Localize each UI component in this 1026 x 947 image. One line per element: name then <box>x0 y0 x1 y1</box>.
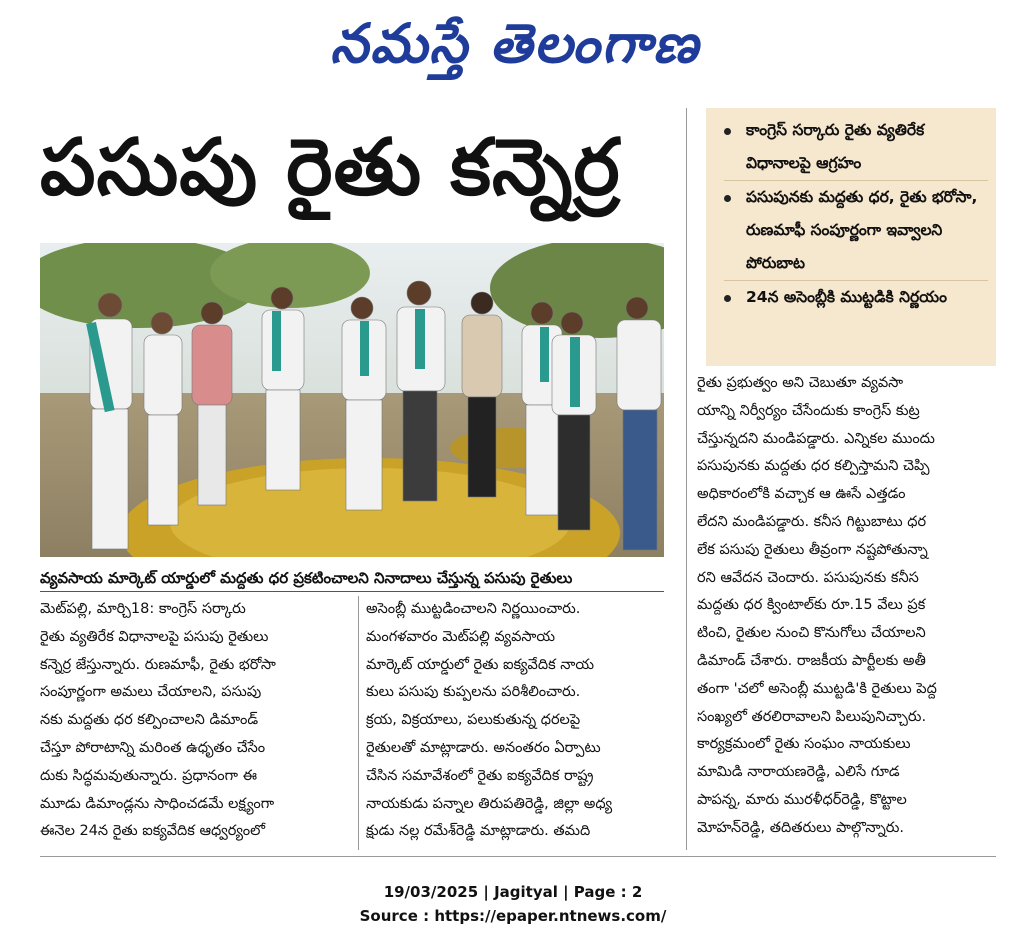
highlight-item <box>724 114 988 181</box>
text-line: క్రయ, విక్రయాలు, పలుకుతున్న ధరలపై <box>366 712 581 729</box>
footer <box>0 880 1026 928</box>
text-line: పసుపునకు మద్దతు ధర కల్పిస్తామని చెప్పి <box>697 458 930 475</box>
article-column-3 <box>697 370 995 843</box>
article-column-1 <box>40 596 352 846</box>
text-line: యాన్ని నిర్వీర్యం చేసేందుకు కాంగ్రెస్ కుట్ర <box>697 402 920 419</box>
news-photo <box>40 243 664 557</box>
text-line: చేసిన సమావేశంలో రైతు ఐక్యవేదిక రాష్ట్ర <box>366 767 594 784</box>
highlight-item <box>724 181 988 281</box>
footer-date-line: 19/03/2025 | Jagityal | Page : 2 <box>383 883 643 901</box>
text-line: పాపన్న, మారు మురళీధర్‌రెడ్డి, కొట్టాల <box>697 791 907 808</box>
text-line: మార్కెట్ యార్డులో రైతు ఐక్యవేదిక నాయ <box>366 656 594 673</box>
text-line: మామిడి నారాయణరెడ్డి, ఎలిసే గూడ <box>697 764 900 781</box>
highlight-text: 24న అసెంబ్లీకి ముట్టడికి నిర్ణయం <box>746 288 947 306</box>
text-line: రైతు వ్యతిరేక విధానాలపై పసుపు రైతులు <box>40 628 269 645</box>
text-line: మద్దతు ధర క్వింటాల్‌కు రూ.15 వేలు ప్రక <box>697 597 926 614</box>
highlights-box <box>706 108 996 366</box>
text-line: మోహన్‌రెడ్డి, తదితరులు పాల్గొన్నారు. <box>697 819 904 836</box>
bottom-rule <box>40 856 996 857</box>
text-line: దుకు సిద్ధమవుతున్నారు. ప్రధానంగా ఈ <box>40 767 258 784</box>
text-line: ఈనెల 24న రైతు ఐక్యవేదిక ఆధ్వర్యంలో <box>40 823 265 840</box>
text-line: మూడు డిమాండ్లను సాధించడమే లక్ష్యంగా <box>40 795 275 812</box>
column-divider <box>358 596 359 850</box>
bullet-icon <box>724 295 731 302</box>
text-line: రని ఆవేదన చెందారు. పసుపునకు కనీస <box>697 569 919 586</box>
text-line: అసెంబ్లీ ముట్టడించాలని నిర్ణయించారు. <box>366 601 581 617</box>
text-line: టించి, రైతుల నుంచి కొనుగోలు చేయాలని <box>697 625 926 642</box>
masthead-logo: నమస్తే తెలంగాణ <box>330 11 700 75</box>
text-line: చేస్తున్నదని మండిపడ్డారు. ఎన్నికల ముందు <box>697 430 935 447</box>
text-line: కార్యక్రమంలో రైతు సంఘం నాయకులు <box>697 736 911 753</box>
text-line: నకు మద్దతు ధర కల్పించాలని డిమాండ్ <box>40 712 259 729</box>
text-line: లేక పసుపు రైతులు తీవ్రంగా నష్టపోతున్నా <box>697 541 928 558</box>
text-line: రైతులతో మాట్లాడారు. అనంతరం ఏర్పాటు <box>366 739 601 756</box>
text-line: తంగా 'చలో అసెంబ్లీ ముట్టడి'కి రైతులు పెద్ద <box>697 680 937 697</box>
text-line: క్షుడు నల్ల రమేశ్‌రెడ్డి మాట్లాడారు. తమది <box>366 823 591 840</box>
bullet-icon <box>724 195 731 202</box>
caption-divider <box>40 591 664 592</box>
bullet-icon <box>724 128 731 135</box>
text-line: అధికారంలోకి వచ్చాక ఆ ఊసే ఎత్తడం <box>697 486 906 503</box>
text-line: రైతు ప్రభుత్వం అని చెబుతూ వ్యవసా <box>697 375 904 391</box>
text-line: సంఖ్యలో తరలిరావాలని పిలుపునిచ్చారు. <box>697 708 927 725</box>
text-line: చేస్తూ పోరాటాన్ని మరింత ఉధృతం చేసేం <box>40 739 266 756</box>
text-line: లేదని మండిపడ్డారు. కనీస గిట్టుబాటు ధర <box>697 513 927 530</box>
photo-caption: వ్యవసాయ మార్కెట్ యార్డులో మద్దతు ధర ప్రకటించాలని నినాదాలు చేస్తున్న పసుపు రైతులు <box>40 569 573 587</box>
highlight-text: పసుపునకు మద్దతు ధర, రైతు భరోసా, రుణమాఫీ సంపూర్ణంగా ఇవ్వాలని పోరుబాట <box>746 188 978 272</box>
footer-source-link[interactable]: Source : https://epaper.ntnews.com/ <box>359 907 667 925</box>
text-line: సంపూర్ణంగా అమలు చేయాలని, పసుపు <box>40 684 262 701</box>
text-line: మెట్‌పల్లి, మార్చి18: కాంగ్రెస్ సర్కారు <box>40 601 246 617</box>
column-divider <box>686 370 687 850</box>
highlight-item <box>724 281 988 314</box>
text-line: కన్నెర్ర జేస్తున్నారు. రుణమాఫీ, రైతు భరోసా <box>40 656 276 673</box>
text-line: కులు పసుపు కుప్పలను పరిశీలించారు. <box>366 684 581 701</box>
column-divider <box>686 108 687 370</box>
headline: పసుపు రైతు కన్నెర్ర <box>40 123 621 213</box>
text-line: డిమాండ్ చేశారు. రాజకీయ పార్టీలకు అతీ <box>697 652 926 669</box>
text-line: నాయకుడు పన్నాల తిరుపతిరెడ్డి, జిల్లా అధ్య <box>366 795 613 812</box>
highlight-text: కాంగ్రెస్ సర్కారు రైతు వ్యతిరేక విధానాలపై ఆగ్రహం <box>746 121 925 172</box>
text-line: మంగళవారం మెట్‌పల్లి వ్యవసాయ <box>366 628 556 645</box>
article-column-2 <box>366 596 666 846</box>
